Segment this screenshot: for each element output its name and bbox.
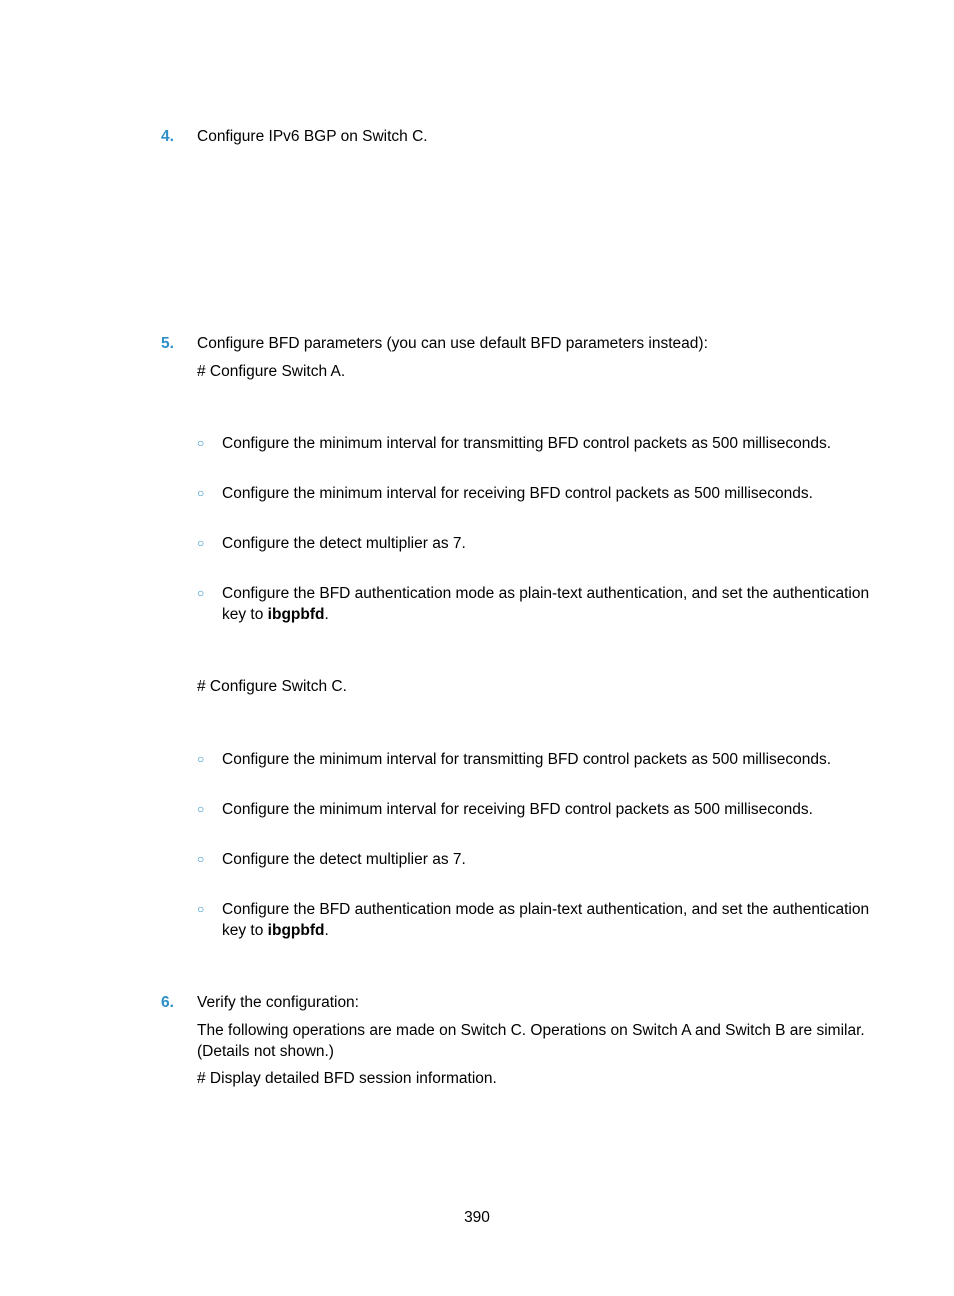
auth-key: ibgpbfd bbox=[267, 606, 325, 623]
bullet-icon: ○ bbox=[197, 486, 205, 500]
bullet-icon: ○ bbox=[197, 852, 205, 866]
list-item bbox=[222, 899, 872, 941]
step-text: Verify the configuration: bbox=[197, 994, 359, 1011]
auth-key-suffix: . bbox=[324, 922, 329, 939]
auth-line: Configure the BFD authentication mode as plain-text authentication, and set the authentication bbox=[222, 585, 870, 602]
step-number: 6. bbox=[161, 994, 174, 1011]
auth-key-prefix: key to bbox=[222, 922, 268, 939]
list-item: Configure the minimum interval for transmitting BFD control packets as 500 milliseconds. bbox=[222, 751, 832, 768]
paragraph-line: (Details not shown.) bbox=[197, 1043, 334, 1060]
bullet-icon: ○ bbox=[197, 536, 205, 550]
auth-key-line bbox=[222, 920, 872, 941]
page-number: 390 bbox=[464, 1209, 490, 1226]
list-item: Configure the detect multiplier as 7. bbox=[222, 535, 466, 552]
list-item: Configure the minimum interval for receiving BFD control packets as 500 milliseconds. bbox=[222, 801, 813, 818]
bullet-icon: ○ bbox=[197, 802, 205, 816]
bullet-icon: ○ bbox=[197, 586, 205, 600]
auth-key: ibgpbfd bbox=[267, 922, 325, 939]
auth-key-prefix: key to bbox=[222, 606, 268, 623]
list-item bbox=[222, 583, 872, 625]
list-item: Configure the minimum interval for transmitting BFD control packets as 500 milliseconds. bbox=[222, 435, 832, 452]
display-heading: # Display detailed BFD session information. bbox=[197, 1070, 497, 1087]
auth-key-line bbox=[222, 604, 872, 625]
list-item: Configure the detect multiplier as 7. bbox=[222, 851, 466, 868]
list-item: Configure the minimum interval for receiving BFD control packets as 500 milliseconds. bbox=[222, 485, 813, 502]
step-text: Configure BFD parameters (you can use default BFD parameters instead): bbox=[197, 335, 708, 352]
switch-a-heading: # Configure Switch A. bbox=[197, 363, 346, 380]
bullet-icon: ○ bbox=[197, 902, 205, 916]
bullet-icon: ○ bbox=[197, 752, 205, 766]
bullet-icon: ○ bbox=[197, 436, 205, 450]
step-number: 4. bbox=[161, 128, 174, 145]
auth-key-suffix: . bbox=[324, 606, 329, 623]
step-text: Configure IPv6 BGP on Switch C. bbox=[197, 128, 428, 145]
paragraph-line: The following operations are made on Switch C. Operations on Switch A and Switch B are similar. bbox=[197, 1022, 865, 1039]
step-number: 5. bbox=[161, 335, 174, 352]
switch-c-heading: # Configure Switch C. bbox=[197, 678, 347, 695]
auth-line: Configure the BFD authentication mode as plain-text authentication, and set the authentication bbox=[222, 901, 870, 918]
